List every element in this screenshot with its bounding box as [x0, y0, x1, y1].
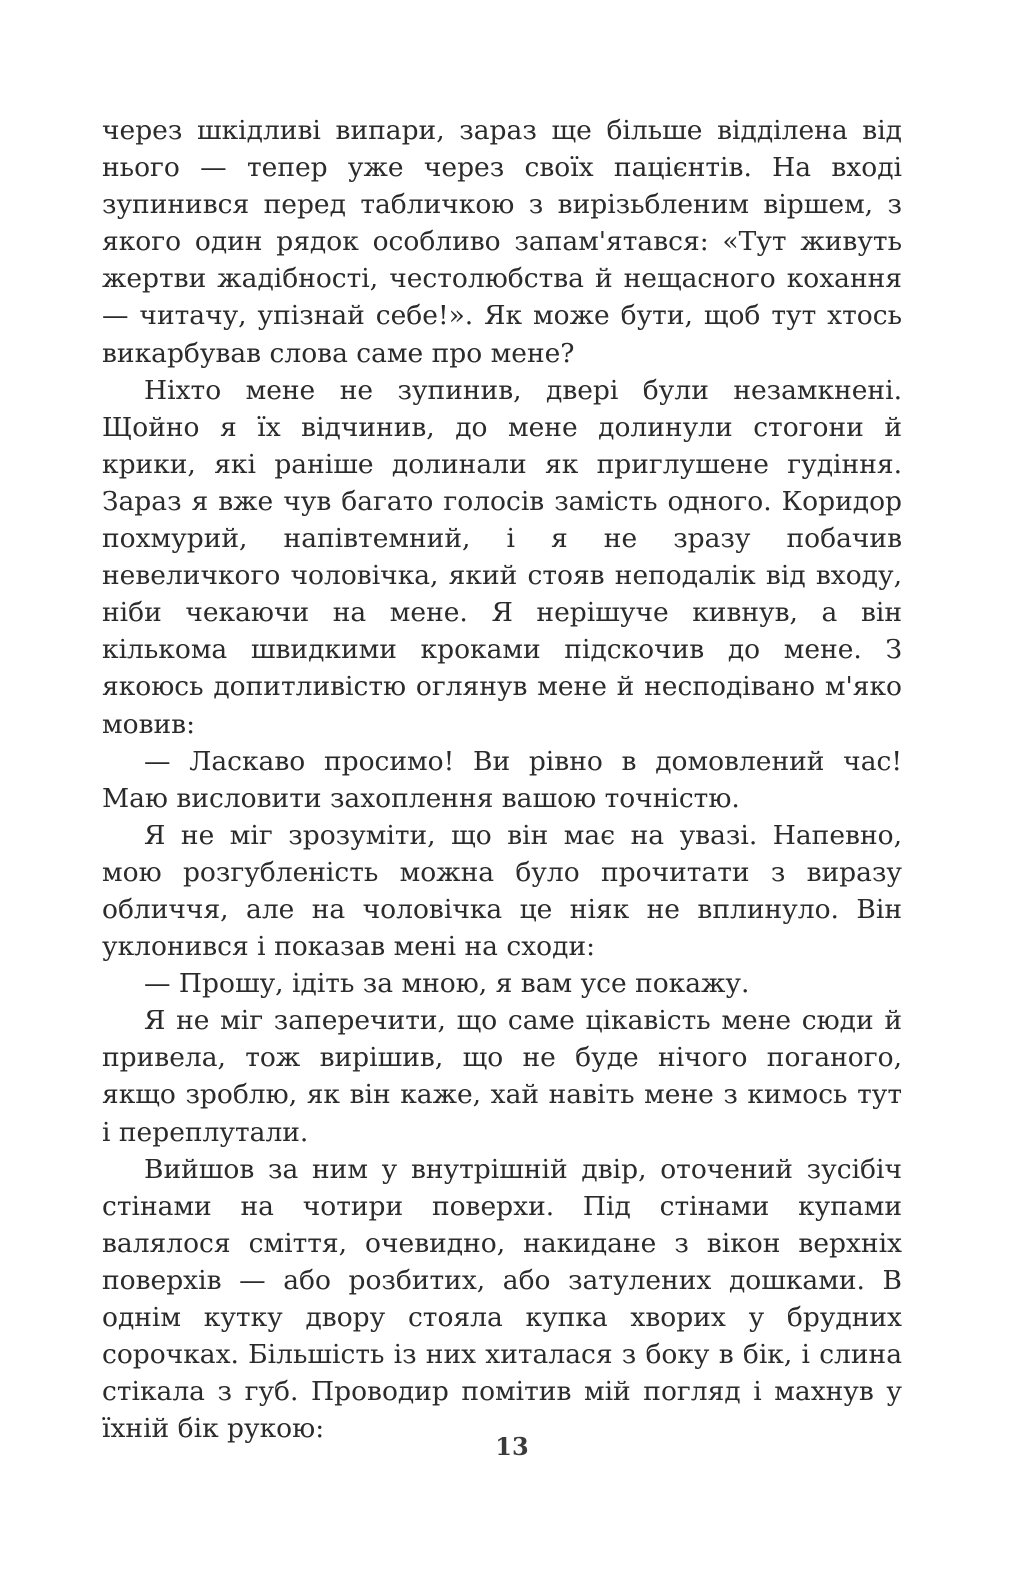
- paragraph-1: через шкідливі випари, зараз ще більше відділена від нього — тепер уже через своїх пацієнтів. На вході зупинився перед табличкою з вирізьбленим віршем, з якого один рядок особливо запам'ятався: «Тут живуть жертви жадібності, честолюбства й нещасного кохання — читачу, упізнай себе!». Як може бути, щоб тут хтось викарбував слова саме про мене?: [102, 115, 902, 369]
- paragraph-7: Вийшов за ним у внутрішній двір, оточений зусібіч стінами на чотири поверхи. Під стінами купами валялося сміття, очевидно, накидане з вікон верхніх поверхів — або розбитих, або затулених дошками. В однім кутку двору стояла купка хворих у брудних сорочках. Більшість із них хиталася з боку в бік, і слина стікала з губ. Проводир помітив мій погляд і махнув у їхній бік рукою:: [102, 1153, 902, 1445]
- paragraph-3-dialogue: — Ласкаво просимо! Ви рівно в домовлений час! Маю висловити захоплення вашою точністю.: [102, 745, 902, 814]
- paragraph-6: Я не міг заперечити, що саме цікавість мене сюди й привела, тож вирішив, що не буде нічого поганого, якщо зроблю, як він каже, хай навіть мене з кимось тут і переплутали.: [102, 1005, 902, 1148]
- page-number: 13: [495, 1432, 529, 1461]
- paragraph-4: Я не міг зрозуміти, що він має на увазі. Напевно, мою розгубленість можна було прочитати з виразу обличчя, але на чоловічка це ніяк не вплинуло. Він уклонився і показав мені на сходи:: [102, 819, 902, 963]
- paragraph-5-dialogue: — Прошу, ідіть за мною, я вам усе покажу.: [144, 968, 750, 1000]
- paragraph-2: Ніхто мене не зупинив, двері були незамкнені. Щойно я їх відчинив, до мене долинули стогони й крики, які раніше долинали як приглушене гудіння. Зараз я вже чув багато голосів замість одного. Коридор похмурий, напівтемний, і я не зразу побачив невеличкого чоловічка, який стояв неподалік від входу, ніби чекаючи на мене. Я нерішуче кивнув, а він кількома швидкими кроками підскочив до мене. З якоюсь допитливістю оглянув мене й несподівано м'яко мовив:: [102, 374, 902, 740]
- page-body: [102, 112, 902, 1447]
